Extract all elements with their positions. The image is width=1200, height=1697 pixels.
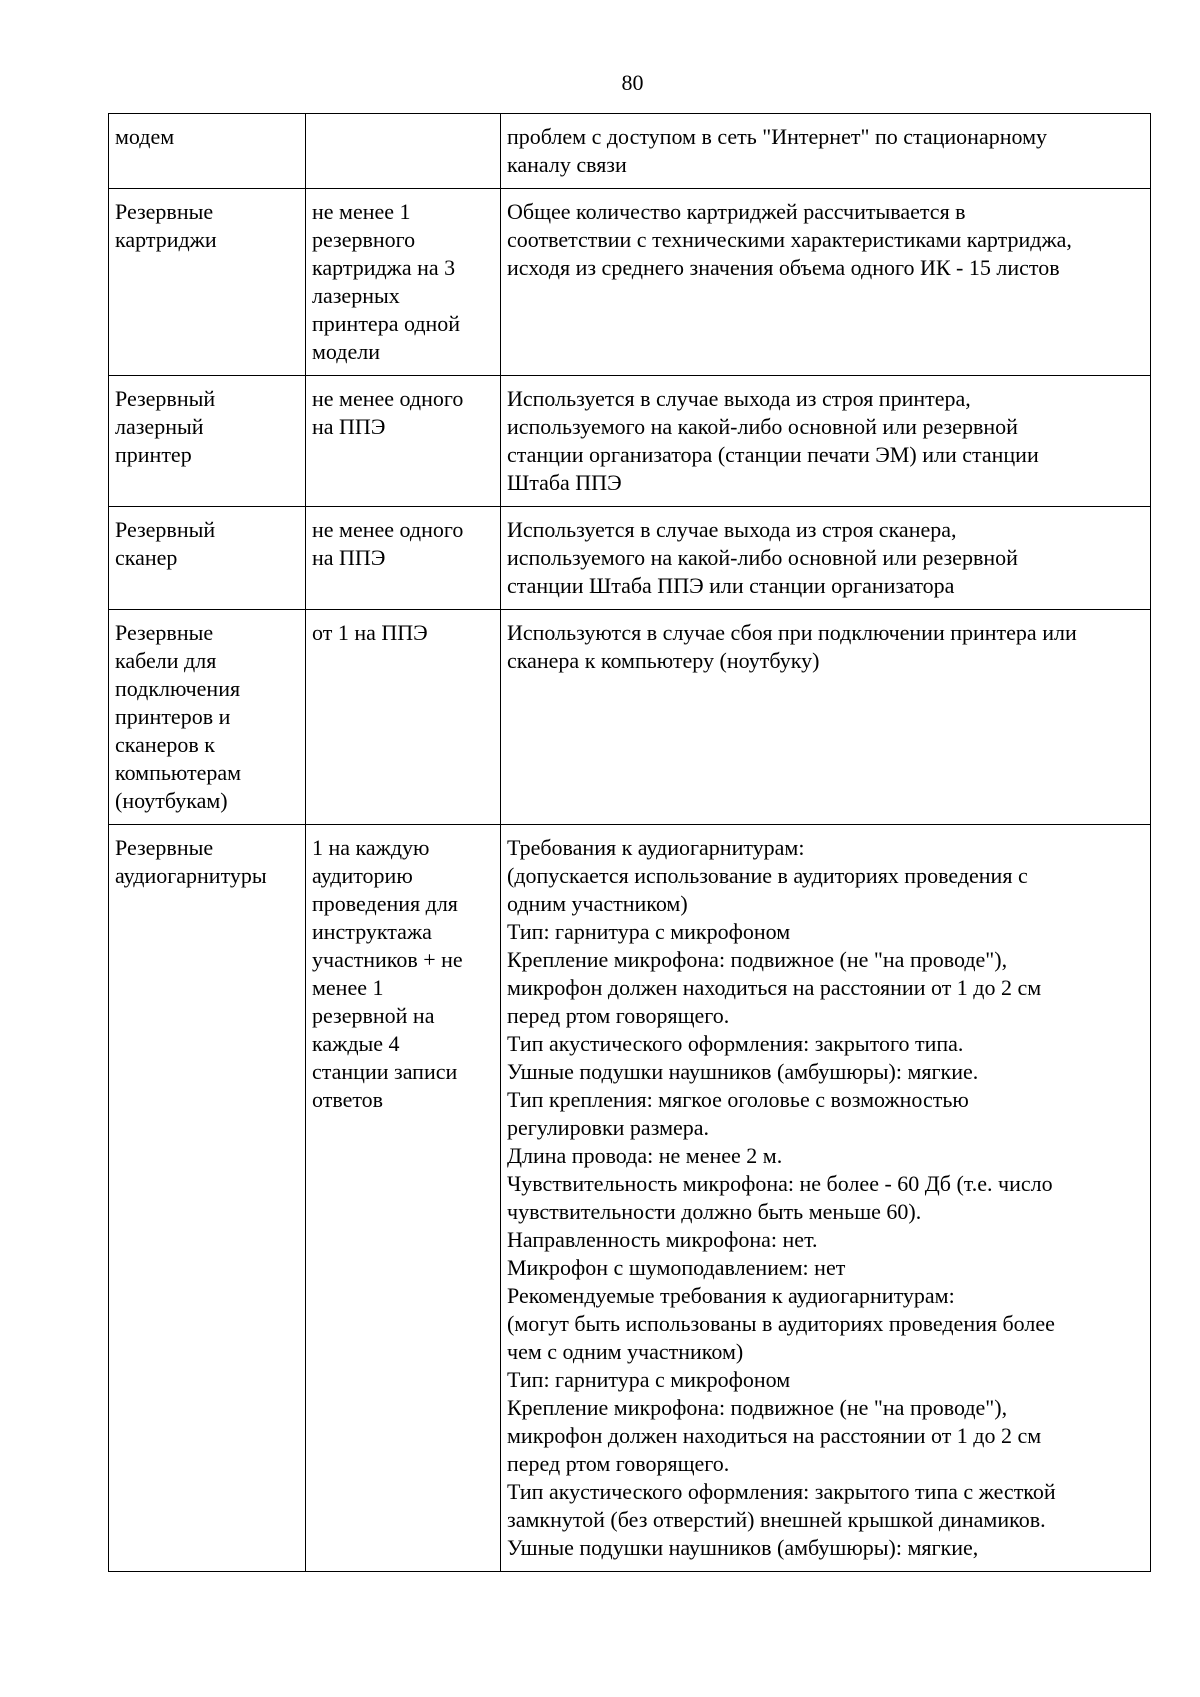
item-note-cell xyxy=(501,610,1151,825)
cell-text-line: подключения xyxy=(115,676,241,701)
cell-text-line: Чувствительность микрофона: не более - 60 Дб (т.е. число xyxy=(507,1171,1053,1196)
cell-text-line: аудиогарнитуры xyxy=(115,863,267,888)
cell-text-line: перед ртом говорящего. xyxy=(507,1451,730,1476)
item-name-cell xyxy=(109,376,306,507)
cell-text-line: регулировки размера. xyxy=(507,1115,710,1140)
item-name-cell xyxy=(109,507,306,610)
item-quantity-cell xyxy=(306,189,501,376)
cell-text-line: резервной на xyxy=(312,1003,435,1028)
cell-text-line: ответов xyxy=(312,1087,384,1112)
item-quantity-cell xyxy=(306,825,501,1572)
cell-text-line: Рекомендуемые требования к аудиогарнитурам: xyxy=(507,1283,955,1308)
cell-text-line: (ноутбукам) xyxy=(115,788,228,813)
cell-text-line: чувствительности должно быть меньше 60). xyxy=(507,1199,922,1224)
cell-text-line: не менее 1 xyxy=(312,199,411,224)
cell-text-line: сканера к компьютеру (ноутбуку) xyxy=(507,648,820,673)
cell-text-line: проведения для xyxy=(312,891,458,916)
cell-text-line: не менее одного xyxy=(312,386,464,411)
cell-text-line: микрофон должен находиться на расстоянии от 1 до 2 см xyxy=(507,1423,1042,1448)
cell-text-line: аудиторию xyxy=(312,863,413,888)
cell-text-line: на ППЭ xyxy=(312,414,386,439)
cell-text-line: проблем с доступом в сеть "Интернет" по стационарному xyxy=(507,124,1047,149)
item-name-cell xyxy=(109,825,306,1572)
cell-text-line: участников + не xyxy=(312,947,463,972)
cell-text-line: исходя из среднего значения объема одного ИК - 15 листов xyxy=(507,255,1060,280)
cell-text-line: кабели для xyxy=(115,648,217,673)
cell-text-line: каждые 4 xyxy=(312,1031,400,1056)
cell-text-line: Крепление микрофона: подвижное (не "на проводе"), xyxy=(507,947,1008,972)
cell-text-line: Микрофон с шумоподавлением: нет xyxy=(507,1255,846,1280)
cell-text-line: принтеров и xyxy=(115,704,231,729)
cell-text-line: картриджи xyxy=(115,227,217,252)
cell-text-line: модели xyxy=(312,339,380,364)
cell-text-line: менее 1 xyxy=(312,975,384,1000)
cell-text-line: Ушные подушки наушников (амбушюры): мягкие, xyxy=(507,1535,979,1560)
cell-text-line: на ППЭ xyxy=(312,545,386,570)
item-name-cell xyxy=(109,610,306,825)
cell-text-line: перед ртом говорящего. xyxy=(507,1003,730,1028)
cell-text-line: Крепление микрофона: подвижное (не "на проводе"), xyxy=(507,1395,1008,1420)
table-body xyxy=(109,114,1151,1572)
cell-text-line: Используются в случае сбоя при подключении принтера или xyxy=(507,620,1077,645)
item-note-cell xyxy=(501,189,1151,376)
item-note-cell xyxy=(501,825,1151,1572)
cell-text-line: одним участником) xyxy=(507,891,688,916)
cell-text-line: Резервные xyxy=(115,199,214,224)
cell-text-line: модем xyxy=(115,124,175,149)
cell-text-line: (допускается использование в аудиториях проведения с xyxy=(507,863,1028,888)
cell-text-line: Общее количество картриджей рассчитывается в xyxy=(507,199,966,224)
cell-text-line: станции записи xyxy=(312,1059,458,1084)
cell-text-line: Длина провода: не менее 2 м. xyxy=(507,1143,783,1168)
cell-text-line: лазерный xyxy=(115,414,204,439)
cell-text-line: сканеров к xyxy=(115,732,215,757)
cell-text-line: Резервный xyxy=(115,517,216,542)
cell-text-line: замкнутой (без отверстий) внешней крышкой динамиков. xyxy=(507,1507,1046,1532)
cell-text-line: Штаба ППЭ xyxy=(507,470,622,495)
cell-text-line: Резервные xyxy=(115,620,214,645)
cell-text-line: от 1 на ППЭ xyxy=(312,620,428,645)
cell-text-line: компьютерам xyxy=(115,760,242,785)
cell-text-line: Тип акустического оформления: закрытого типа с жесткой xyxy=(507,1479,1056,1504)
table-row xyxy=(109,825,1151,1572)
cell-text-line: лазерных xyxy=(312,283,400,308)
equipment-table xyxy=(108,113,1151,1572)
cell-text-line: Тип крепления: мягкое оголовье с возможностью xyxy=(507,1087,969,1112)
cell-text-line: картриджа на 3 xyxy=(312,255,456,280)
table-row xyxy=(109,114,1151,189)
item-name-cell xyxy=(109,189,306,376)
item-quantity-cell xyxy=(306,114,501,189)
cell-text-line: Используется в случае выхода из строя принтера, xyxy=(507,386,971,411)
cell-text-line: соответствии с техническими характеристиками картриджа, xyxy=(507,227,1072,252)
cell-text-line: Резервные xyxy=(115,835,214,860)
page-number: 80 xyxy=(621,70,644,95)
cell-text-line: принтер xyxy=(115,442,192,467)
table-row xyxy=(109,507,1151,610)
table-row xyxy=(109,189,1151,376)
cell-text-line: Резервный xyxy=(115,386,216,411)
item-name-cell xyxy=(109,114,306,189)
cell-text-line: сканер xyxy=(115,545,178,570)
item-quantity-cell xyxy=(306,610,501,825)
cell-text-line: Ушные подушки наушников (амбушюры): мягкие. xyxy=(507,1059,979,1084)
cell-text-line: Тип акустического оформления: закрытого типа. xyxy=(507,1031,964,1056)
item-quantity-cell xyxy=(306,507,501,610)
cell-text-line: станции Штаба ППЭ или станции организатора xyxy=(507,573,955,598)
cell-text-line: Тип: гарнитура с микрофоном xyxy=(507,1367,791,1392)
table-row xyxy=(109,610,1151,825)
cell-text-line: каналу связи xyxy=(507,152,627,177)
cell-text-line: используемого на какой-либо основной или резервной xyxy=(507,414,1018,439)
item-note-cell xyxy=(501,114,1151,189)
item-note-cell xyxy=(501,507,1151,610)
cell-text-line: инструктажа xyxy=(312,919,432,944)
item-note-cell xyxy=(501,376,1151,507)
cell-text-line: Требования к аудиогарнитурам: xyxy=(507,835,805,860)
cell-text-line: резервного xyxy=(312,227,416,252)
item-quantity-cell xyxy=(306,376,501,507)
cell-text-line: Тип: гарнитура с микрофоном xyxy=(507,919,791,944)
cell-text-line: (могут быть использованы в аудиториях проведения более xyxy=(507,1311,1055,1336)
cell-text-line: микрофон должен находиться на расстоянии от 1 до 2 см xyxy=(507,975,1042,1000)
cell-text-line: используемого на какой-либо основной или резервной xyxy=(507,545,1018,570)
cell-text-line: 1 на каждую xyxy=(312,835,430,860)
cell-text-line: Направленность микрофона: нет. xyxy=(507,1227,818,1252)
cell-text-line: Используется в случае выхода из строя сканера, xyxy=(507,517,957,542)
cell-text-line: принтера одной xyxy=(312,311,461,336)
cell-text-line: не менее одного xyxy=(312,517,464,542)
cell-text-line: чем с одним участником) xyxy=(507,1339,744,1364)
cell-text-line: станции организатора (станции печати ЭМ) или станции xyxy=(507,442,1039,467)
table-row xyxy=(109,376,1151,507)
